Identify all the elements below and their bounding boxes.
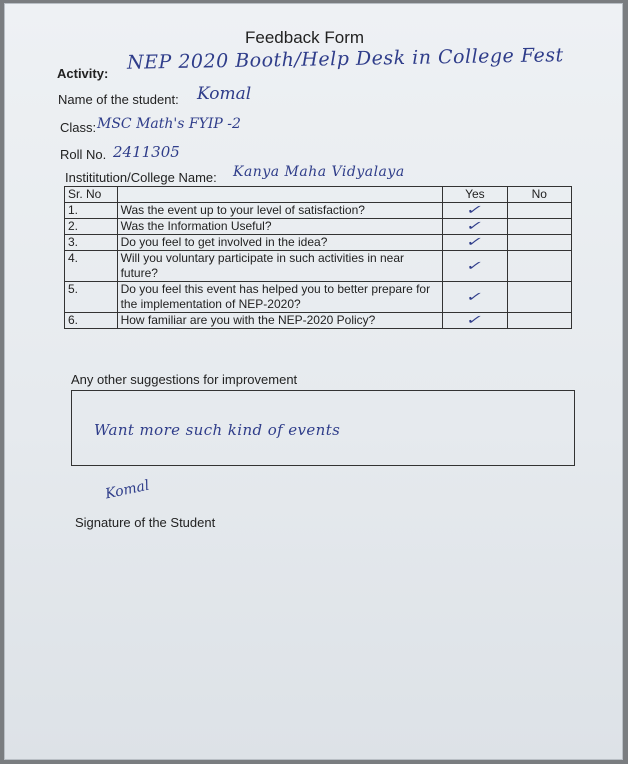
activity-label: Activity: (57, 66, 109, 81)
yes-tick-mark: ✓ (464, 258, 486, 274)
row-sr-no: 4. (65, 251, 118, 282)
table-row (65, 251, 572, 282)
college-value: Kanya Maha Vidyalaya (233, 164, 405, 180)
row-no-cell (507, 251, 571, 282)
student-name-label: Name of the student: (58, 92, 179, 107)
row-sr-no: 1. (65, 203, 118, 219)
table-row (65, 203, 572, 219)
feedback-questions-table (64, 186, 572, 329)
roll-number-label: Roll No. (60, 147, 107, 162)
row-question: How familiar are you with the NEP-2020 Policy? (117, 313, 443, 329)
signature-label: Signature of the Student (75, 515, 216, 530)
header-question (117, 187, 443, 203)
table-header-row (65, 187, 572, 203)
class-value: MSC Math's FYIP -2 (97, 116, 241, 132)
table-row (65, 219, 572, 235)
row-no-cell (507, 219, 571, 235)
suggestions-value: Want more such kind of events (94, 421, 341, 439)
header-yes: Yes (443, 187, 507, 203)
table-row (65, 235, 572, 251)
row-sr-no: 6. (65, 313, 118, 329)
header-no: No (507, 187, 571, 203)
row-sr-no: 2. (65, 219, 118, 235)
yes-tick-mark: ✓ (464, 313, 486, 328)
row-question: Will you voluntary participate in such activities in near future? (117, 251, 443, 282)
yes-tick-mark: ✓ (464, 235, 486, 250)
activity-value: NEP 2020 Booth/Help Desk in College Fest (126, 44, 564, 74)
suggestions-label: Any other suggestions for improvement (71, 372, 298, 387)
header-sr-no: Sr. No (65, 187, 118, 203)
row-no-cell (507, 203, 571, 219)
row-question: Was the event up to your level of satisfaction? (117, 203, 443, 219)
table-row (65, 282, 572, 313)
row-no-cell (507, 235, 571, 251)
roll-number-value: 2411305 (113, 143, 180, 161)
row-sr-no: 3. (65, 235, 118, 251)
row-sr-no: 5. (65, 282, 118, 313)
row-no-cell (507, 282, 571, 313)
suggestions-box (71, 390, 575, 466)
form-title: Feedback Form (245, 28, 365, 47)
feedback-form-paper (4, 3, 623, 760)
yes-tick-mark: ✓ (464, 219, 486, 234)
yes-tick-mark: ✓ (464, 203, 486, 218)
student-signature: Komal (103, 477, 151, 503)
yes-tick-mark: ✓ (464, 289, 486, 305)
student-name-value: Komal (197, 84, 252, 104)
row-question: Was the Information Useful? (117, 219, 443, 235)
row-question: Do you feel to get involved in the idea? (117, 235, 443, 251)
row-question: Do you feel this event has helped you to better prepare for the implementation of NEP-2020? (117, 282, 443, 313)
row-no-cell (507, 313, 571, 329)
college-label: Instititution/College Name: (65, 170, 217, 185)
class-label: Class: (60, 120, 97, 135)
table-row (65, 313, 572, 329)
